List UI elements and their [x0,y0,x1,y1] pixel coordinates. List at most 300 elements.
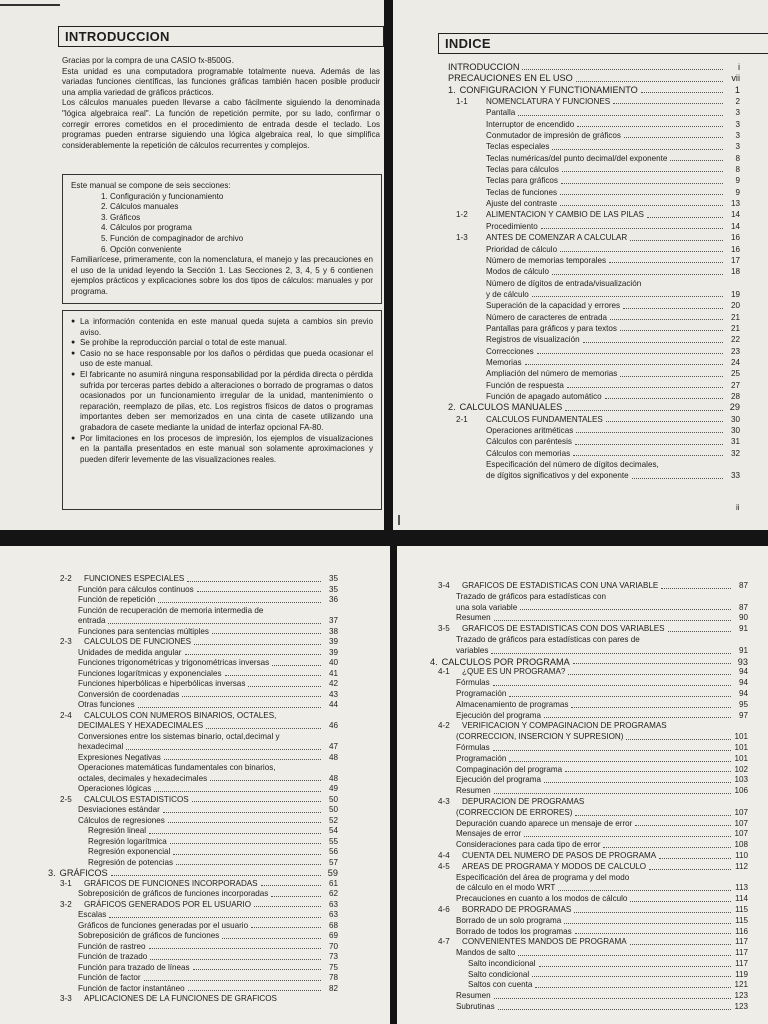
toc-entry-page: 14 [730,221,740,231]
toc-entry-label: Función de apagado automático [486,391,602,401]
toc-entry [50,879,338,890]
toc-entry [50,868,338,879]
toc-entry [430,829,748,840]
toc-entry-label: Función de factor [78,973,141,982]
toc-entry [448,153,740,164]
toc-entry-page: 123 [734,991,748,1001]
toc-entry [50,826,338,837]
toc-entry-label: octales, decimales y hexadecimales [78,773,208,783]
toc-entry-page: 73 [328,952,338,961]
toc-entry-label: Borrado de un solo programa [456,915,562,925]
notes-list [71,317,373,465]
leader-dots [525,364,723,365]
toc-entry-label: Funciones hiperbólicas e hiperbólicas inversas [78,679,246,688]
leader-dots [568,674,731,675]
toc-entry-page: 117 [735,958,748,968]
toc-entry-page: 25 [730,369,740,379]
toc-entry-label: Salto incondicional [468,958,536,968]
toc-entry-label: Función para trazado de líneas [78,962,190,972]
toc-entry [448,448,740,459]
toc-entry-page: 119 [735,969,748,979]
leader-dots [176,864,321,865]
toc-entry [448,141,740,152]
toc-entry-page: 3 [735,142,740,152]
leader-dots [509,761,731,762]
toc-entry-page: 47 [328,742,338,751]
leader-dots [518,955,731,956]
toc-entry-page: 113 [735,883,748,893]
toc-entry-label: ALIMENTACION Y CAMBIO DE LAS PILAS [486,210,644,220]
toc-entry [430,732,748,743]
toc-entry-label: BORRADO DE PROGRAMAS [462,904,572,914]
leader-dots [225,675,321,676]
toc-entry [430,657,748,668]
toc-entry-page: 9 [735,176,740,186]
toc-entry-page: 8 [735,153,740,163]
sections-outro: Familiarícese, primeramente, con la nomenclatura, el manejo y las precauciones en el uso de la unidad leyendo la Sección 1. Las Secciones 2, 3, 4, 5 y 6 contienen ejemplos prácticos y explicaciones sobre los dos tipos de cálculos: manuales y por programa. [71,255,373,296]
toc-entry-label: DEPURACION DE PROGRAMAS [462,796,585,806]
toc-entry [430,797,748,808]
leader-dots [630,240,723,241]
leader-dots [565,410,723,411]
toc-entry-page: 110 [735,850,748,860]
toc-entry-label: Programación [456,753,507,763]
toc-entry-number: 1-2 [456,210,468,220]
toc-entry-number: 2-5 [60,794,72,804]
toc-entry [430,786,748,797]
toc-entry-page: 75 [328,962,338,972]
toc-entry [50,816,338,827]
toc-entry-page: 30 [730,414,740,424]
toc-entry-label: Mandos de salto [456,948,516,958]
toc-entry [50,921,338,932]
toc-entry [430,916,748,927]
leader-dots [271,896,321,897]
leader-dots [668,631,731,632]
leader-dots [251,927,321,928]
toc-entry-page: 59 [327,868,338,878]
leader-dots [187,581,321,582]
toc-entry-label: Mensajes de error [456,829,522,839]
toc-entry [448,278,740,289]
leader-dots [493,685,731,686]
toc-entry [448,119,740,130]
leader-dots [144,980,321,981]
toc-entry-number: 2-4 [60,710,72,720]
toc-entry-label: Salto condicional [468,969,530,979]
toc-entry [448,209,740,220]
toc-entry [50,690,338,701]
sections-intro: Este manual se compone de seis secciones: [71,181,231,190]
toc-entry [50,858,338,869]
toc-entry-page: 9 [735,187,740,197]
toc-entry-label: Operaciones aritméticas [486,426,574,435]
toc-entry [448,470,740,481]
leader-dots [659,858,731,859]
toc-entry [430,743,748,754]
toc-entry-label: DECIMALES Y HEXADECIMALES [78,721,204,730]
toc-entry [430,635,748,646]
toc-entry-label: Teclas de funciones [486,187,558,197]
toc-entry-label: Borrado de todos los programas [456,926,572,936]
toc-entry [50,742,338,753]
leader-dots [518,115,723,116]
leader-dots [193,969,321,970]
leader-dots [552,274,723,275]
toc-entry-page: 20 [730,301,740,311]
intro-paragraph: Los cálculos manuales pueden llevarse a cabo fácilmente siguiendo la denominada "lógica algebraica real". La función de repetición permite, por su lado, confirmar o corregir errores cometidos en el procedimiento de entrada desde el teclado. Los programas pueden entrarse siguiendo una lógica algebraica real, lo que simplifica considerablemente la repetición de cálculos recurrentes y complejos. [62,98,380,150]
leader-dots [544,717,731,718]
leader-dots [498,1009,731,1010]
toc-entry-label: Fórmulas [456,678,490,688]
toc-entry-page: 55 [328,836,338,846]
intro-paragraph: Esta unidad es una computadora programable totalmente nueva. Además de las variadas funciones científicas, las funciones gráficas también hacen posible producir una amplia variedad de gráficos prácticos. [62,66,380,97]
toc-entry [430,592,748,603]
toc-entry [448,85,740,96]
toc-entry [50,847,338,858]
toc-entry-page: 27 [730,380,740,390]
toc-entry [448,164,740,175]
toc-entry-label: Especificación del número de dígitos decimales, [486,460,659,470]
toc-entry-page: 54 [328,826,338,835]
toc-entry-label: Interruptor de encendido [486,119,575,129]
toc-entry-page: 17 [730,255,740,265]
toc-entry [430,689,748,700]
toc-entry-label: Cálculos de regresiones [78,815,165,825]
toc-entry [50,910,338,921]
toc-entry-label: una sola variable [456,602,518,612]
toc-entry [448,380,740,391]
toc-entry [448,198,740,209]
toc-entry-label: CALCULOS MANUALES [459,402,563,413]
index-toc [448,62,740,482]
toc-entry-page: 32 [730,448,740,458]
toc-entry-label: Regresión logarítmica [88,836,167,846]
toc-entry-number: 3-3 [60,994,72,1003]
toc-entry-label: ¿QUE ES UN PROGRAMA? [462,667,566,677]
section-item: 6. Opción conveniente [101,244,182,254]
leader-dots [509,696,731,697]
leader-dots [188,990,321,991]
toc-entry-page: 13 [730,199,740,209]
leader-dots [635,825,731,826]
toc-entry-page: 35 [328,574,338,583]
toc-entry-page: 23 [730,346,740,356]
toc-entry-page: 91 [738,645,748,655]
leader-dots [641,92,723,93]
toc-entry-label: Almacenamiento de programas [456,699,569,709]
toc-entry-label: CONVENIENTES MANDOS DE PROGRAMA [462,937,627,947]
toc-entry-label: Unidades de medida angular [78,647,182,657]
toc-entry [50,753,338,764]
toc-entry-page: 2 [735,97,740,107]
toc-entry-label: hexadecimal [78,742,124,751]
toc-entry-page: 97 [738,710,748,720]
toc-entry-page: 1 [734,84,740,95]
toc-entry-label: Superación de la capacidad y errores [486,301,621,311]
toc-entry [50,942,338,953]
toc-entry-label: Regresión de potencias [88,857,174,867]
toc-entry-label: GRÁFICOS DE FUNCIONES INCORPORADAS [84,878,258,888]
toc-entry-label: variables [456,645,489,655]
toc-entry-page: 107 [734,829,748,839]
leader-dots [222,938,321,939]
toc-entry-label: de cálculo en el modo WRT [456,883,556,893]
toc-entry-number: 2-1 [456,414,468,424]
toc-entry-page: 87 [738,581,748,590]
toc-entry-label: y de cálculo [486,289,529,299]
toc-entry-label: Especificación del área de programa y del modo [456,872,630,882]
toc-entry-page: 16 [730,244,740,254]
toc-entry-label: CALCULOS POR PROGRAMA [441,656,570,667]
leader-dots [577,126,723,127]
toc-entry-page: 121 [734,980,748,990]
leader-dots [583,342,723,343]
leader-dots [571,707,731,708]
leader-dots [575,933,731,934]
toc-entry [50,889,338,900]
toc-entry-page: 78 [328,973,338,982]
toc-entry-label: Precauciones en cuanto a los modos de cálculo [456,894,628,904]
toc-entry-label: Regresión lineal [88,826,147,835]
leader-dots [670,160,723,161]
toc-entry-label: PRECAUCIONES EN EL USO [448,73,573,84]
leader-dots [575,815,731,816]
toc-entry-label: Conversión de coordenadas [78,689,180,699]
toc-entry-number: 4-3 [438,796,450,806]
sections-box [62,174,382,304]
toc-entry-label: Trazado de gráficos para estadísticas con [456,591,606,601]
toc-entry-page: 44 [328,700,338,709]
leader-dots [630,901,731,902]
toc-entry-label: Operaciones matemáticas fundamentales con binarios, [78,763,276,772]
leader-dots [623,308,723,309]
toc-entry-page: 14 [730,210,740,220]
leader-dots [197,591,321,592]
toc-entry-page: 63 [328,899,338,909]
toc-entry-label: Memorias [486,357,522,367]
toc-entry-page: 21 [730,312,740,322]
intro-title: INTRODUCCION [58,26,384,47]
toc-entry-label: Número de caracteres de entrada [486,312,608,322]
toc-entry [430,905,748,916]
toc-entry [50,994,338,1005]
leader-dots [248,686,321,687]
toc-entry-label: Cálculos con paréntesis [486,437,572,447]
toc-entry-page: 56 [328,847,338,856]
toc-page-left [0,546,390,1024]
leader-dots [494,620,731,621]
toc-entry-label: GRÁFICOS [59,868,108,878]
leader-dots [158,602,321,603]
leader-dots [185,654,322,655]
toc-entry-label: Pantalla [486,108,516,118]
toc-entry [448,312,740,323]
leader-dots [168,822,321,823]
toc-entry-page: 52 [328,815,338,825]
leader-dots [210,780,321,781]
toc-entry [50,700,338,711]
toc-entry-page: 94 [738,678,748,688]
toc-entry [430,970,748,981]
toc-entry-page: 8 [735,165,740,175]
toc-entry [430,1002,748,1013]
toc-entry-label: Función de trazado [78,952,148,961]
leader-dots [647,217,723,218]
toc-entry-page: 112 [735,861,748,871]
leader-dots [109,917,321,918]
toc-entry-label: Saltos con cuenta [468,980,533,990]
toc-entry [50,679,338,690]
toc-entry-page: 106 [734,786,748,796]
leader-dots [562,171,723,172]
leader-dots [620,376,723,377]
leader-dots [620,330,723,331]
toc-entry [50,648,338,659]
toc-entry-label: Resumen [456,786,491,796]
leader-dots [194,644,321,645]
leader-dots [630,944,731,945]
toc-entry-label: Resumen [456,991,491,1001]
note-item: ● La información contenida en este manual queda sujeta a cambios sin previo aviso. [71,317,373,338]
leader-dots [576,432,723,433]
toc-entry-page: 41 [328,668,338,678]
toc-entry-label: Sobreposición de gráficos de funciones incorporadas [78,889,269,898]
toc-entry-page: 50 [328,805,338,814]
toc-entry-page: 33 [730,471,740,481]
leader-dots [532,296,723,297]
leader-dots [272,665,321,666]
toc-entry-page: 90 [738,613,748,623]
leader-dots [609,262,723,263]
leader-dots [537,353,723,354]
toc-entry-label: Prioridad de cálculo [486,244,558,254]
toc-entry-label: Conversiones entre los sistemas binario, octal,decimal y [78,731,280,741]
toc-entry [50,931,338,942]
toc-entry [448,255,740,266]
toc-entry-page: 107 [734,807,748,817]
toc-entry-label: Trazado de gráficos para estadísticas con pares de [456,634,640,644]
toc-entry-label: APLICACIONES DE LA FUNCIONES DE GRAFICOS [84,994,277,1003]
toc-entry-page: 94 [738,688,748,698]
toc-entry-page: 82 [328,983,338,993]
toc-entry [430,883,748,894]
toc-entry [430,851,748,862]
note-item: ● Por limitaciones en los procesos de impresión, los ejemplos de visualizaciones en la pantalla presentados en este manual son solamente aproximaciones y pueden diferir levemente de las visualizaciones reales. [71,434,373,466]
toc-entry-label: GRAFICOS DE ESTADISTICAS CON DOS VARIABLES [462,624,665,634]
toc-entry-label: entrada [78,616,106,625]
toc-entry [430,765,748,776]
toc-entry-page: 40 [328,658,338,667]
page-number: ii [736,503,740,512]
toc-entry-label: (CORRECCION, INSERCION Y SUPRESION) [456,732,624,742]
leader-dots [173,854,321,855]
toc-entry-label: Función de repetición [78,595,156,604]
toc-entry [50,595,338,606]
toc-entry [50,574,338,585]
toc-entry-page: 48 [328,773,338,783]
note-item: ● Se prohibe la reproducción parcial o total de este manual. [71,338,373,349]
toc-entry-label: Expresiones Negativas [78,752,161,762]
notes-box [62,310,382,510]
toc-entry [430,937,748,948]
toc-entry-page: 42 [328,679,338,688]
toc-entry [50,637,338,648]
toc-entry [50,795,338,806]
toc-entry [430,959,748,970]
leader-dots [564,923,731,924]
toc-entry-label: Función de respuesta [486,380,564,390]
leader-dots [182,696,321,697]
leader-dots [163,812,321,813]
toc-entry [448,346,740,357]
toc-entry-page: 39 [328,647,338,657]
toc-entry-number: 3. [48,868,56,878]
index-page [393,0,768,530]
toc-entry-number: 1-1 [456,97,468,107]
toc-entry [448,73,740,84]
leader-dots [561,183,723,184]
leader-dots [649,869,731,870]
toc-entry-label: CALCULOS DE FUNCIONES [84,637,192,646]
toc-entry-label: FUNCIONES ESPECIALES [84,574,185,583]
toc-entry-page: 22 [730,335,740,345]
toc-entry-number: 4. [430,656,438,667]
toc-entry [448,266,740,277]
leader-dots [261,885,321,886]
toc-entry-page: 103 [734,775,748,785]
toc-entry-page: 18 [730,267,740,277]
toc-entry [50,774,338,785]
toc-entry [50,973,338,984]
toc-entry [50,984,338,995]
toc-entry [50,805,338,816]
toc-entry-number: 1. [448,84,456,95]
toc-entry-label: (CORRECCION DE ERRORES) [456,807,573,817]
toc-entry [430,991,748,1002]
leader-dots [192,801,321,802]
leader-dots [541,228,723,229]
toc-entry-label: CALCULOS FUNDAMENTALES [486,414,603,424]
toc-entry-label: Regresión exponencial [88,847,171,856]
toc-entry [50,900,338,911]
toc-entry [430,581,748,592]
leader-dots [544,782,731,783]
toc-entry [430,873,748,884]
toc-entry [448,221,740,232]
toc-entry-label: Teclas numéricas/del punto decimal/del exponente [486,153,668,163]
toc-entry-number: 4-4 [438,850,450,860]
toc-entry-number: 4-7 [438,937,450,947]
toc-entry-page: 35 [328,584,338,594]
toc-entry [430,646,748,657]
toc-entry-label: Ejecución del programa [456,710,542,720]
toc-entry-page: 117 [735,948,748,958]
toc-entry-number: 2-3 [60,637,72,646]
toc-entry-page: 95 [738,699,748,709]
toc-entry-number: 3-1 [60,878,72,888]
toc-entry-label: Consideraciones para cada tipo de error [456,840,601,850]
toc-entry-label: Función de recuperación de memoria intermedia de [78,605,264,615]
leader-dots [632,478,723,479]
toc-entry [430,613,748,624]
leader-dots [613,103,723,104]
toc-entry-page: 102 [734,764,748,774]
leader-dots [574,912,731,913]
toc-entry-page: 30 [730,426,740,435]
leader-dots [565,771,731,772]
toc-entry-label: Funciones logarítmicas y exponenciales [78,668,222,678]
